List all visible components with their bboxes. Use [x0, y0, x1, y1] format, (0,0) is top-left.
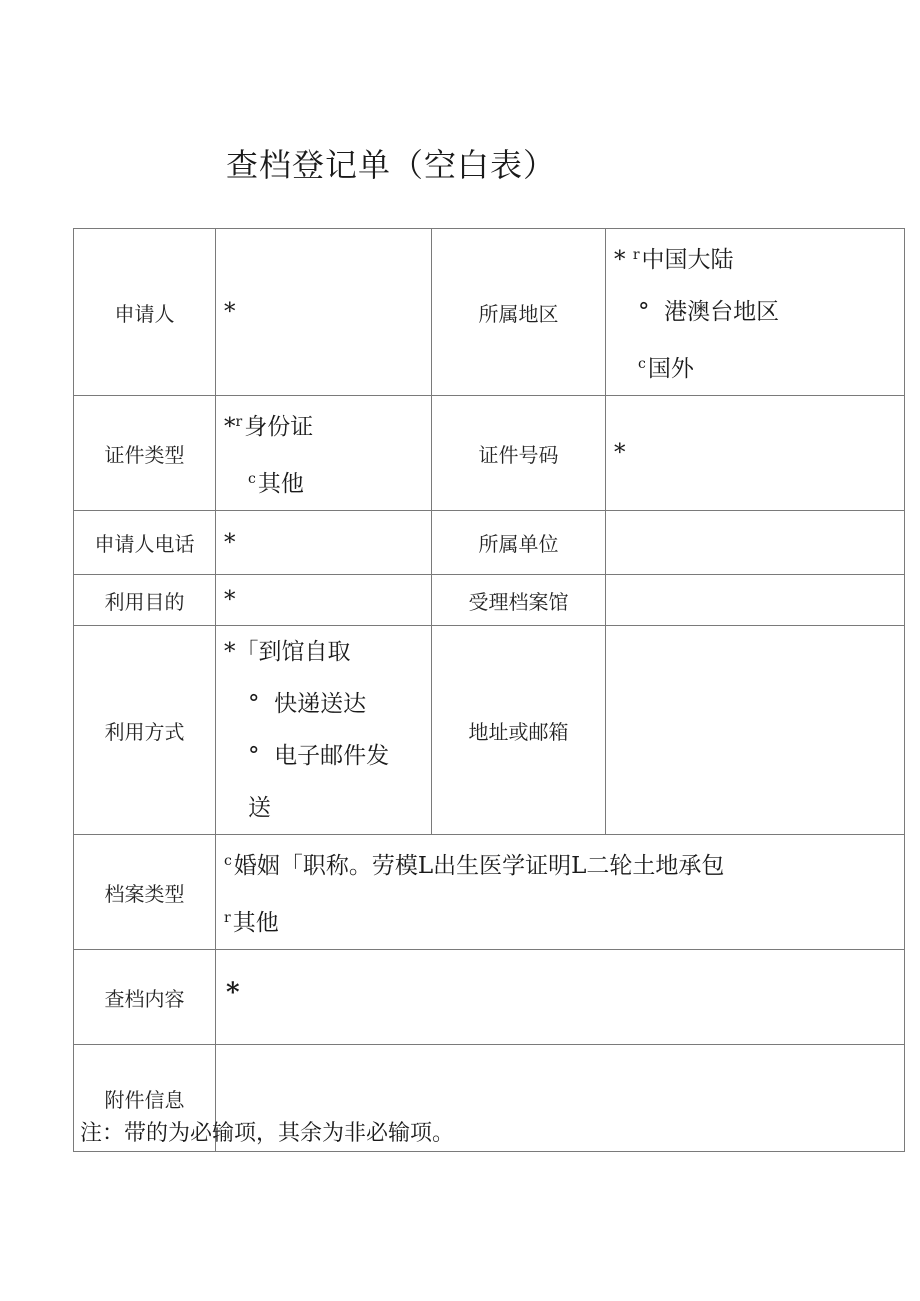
id-number-label: 证件号码	[432, 396, 606, 511]
checkbox-mark: °	[248, 743, 260, 769]
required-star: *	[224, 639, 236, 665]
form-row-phone	[74, 511, 905, 575]
region-label: 所属地区	[432, 229, 606, 396]
applicant-field[interactable]: *	[216, 229, 432, 396]
organization-label: 所属单位	[432, 511, 606, 575]
radio-mark: c	[248, 471, 256, 487]
form-row-applicant	[74, 229, 905, 396]
region-option-mainland[interactable]: * $^r$中国大陆	[614, 247, 734, 273]
required-star: *	[226, 978, 240, 1008]
form-row-purpose	[74, 575, 905, 626]
purpose-label: 利用目的	[74, 575, 216, 626]
organization-field[interactable]	[606, 511, 905, 575]
radio-mark: c	[638, 356, 646, 372]
radio-mark: °	[638, 299, 650, 325]
id-type-option-other[interactable]: $^c$其他	[248, 471, 304, 497]
page-title: 查档登记单（空白表）	[226, 146, 557, 184]
checkbox-mark: °	[248, 691, 260, 717]
archive-type-line-1[interactable]: $^c$婚姻「职称。劳模L出生医学证明L二轮土地承包	[224, 853, 725, 879]
usage-option-email-wrap: 送	[248, 795, 271, 821]
form-row-usage	[74, 626, 905, 835]
phone-label: 申请人电话	[74, 511, 216, 575]
required-star: *	[224, 414, 236, 440]
archive-type-options	[216, 835, 905, 950]
usage-option-express[interactable]: ° 快递送达	[248, 691, 367, 717]
content-label: 查档内容	[74, 950, 216, 1045]
archive-type-option-other[interactable]: $^r$其他	[224, 910, 279, 936]
archive-type-label: 档案类型	[74, 835, 216, 950]
address-field[interactable]	[606, 626, 905, 835]
usage-option-pickup[interactable]: *「到馆自取	[224, 639, 351, 665]
registration-form-table	[73, 228, 905, 1152]
usage-option-email[interactable]: ° 电子邮件发	[248, 743, 390, 769]
id-type-options	[216, 396, 432, 511]
attachment-label: 附件信息	[74, 1045, 216, 1152]
id-type-option-id-card[interactable]: *$^r$身份证	[224, 414, 314, 440]
radio-mark: r	[235, 414, 243, 430]
radio-mark: r	[632, 247, 640, 263]
required-star: *	[614, 247, 626, 273]
form-row-archive-type	[74, 835, 905, 950]
phone-field[interactable]: *	[216, 511, 432, 575]
address-label: 地址或邮箱	[432, 626, 606, 835]
region-options	[606, 229, 905, 396]
usage-method-label: 利用方式	[74, 626, 216, 835]
checkbox-mark: 「	[235, 639, 259, 665]
id-number-field[interactable]: *	[606, 396, 905, 511]
usage-method-options	[216, 626, 432, 835]
applicant-label: 申请人	[74, 229, 216, 396]
region-option-foreign[interactable]: $^c$国外	[638, 356, 694, 382]
form-row-id	[74, 396, 905, 511]
footnote: 注：带的为必输项，其余为非必输项。	[80, 1121, 455, 1146]
id-type-label: 证件类型	[74, 396, 216, 511]
checkbox-mark: c	[224, 853, 232, 869]
archive-hall-label: 受理档案馆	[432, 575, 606, 626]
content-field[interactable]	[216, 950, 905, 1045]
form-row-content	[74, 950, 905, 1045]
checkbox-mark: r	[224, 910, 231, 926]
archive-hall-field[interactable]	[606, 575, 905, 626]
region-option-hk-mo-tw[interactable]: ° 港澳台地区	[638, 299, 780, 325]
purpose-field[interactable]: *	[216, 575, 432, 626]
